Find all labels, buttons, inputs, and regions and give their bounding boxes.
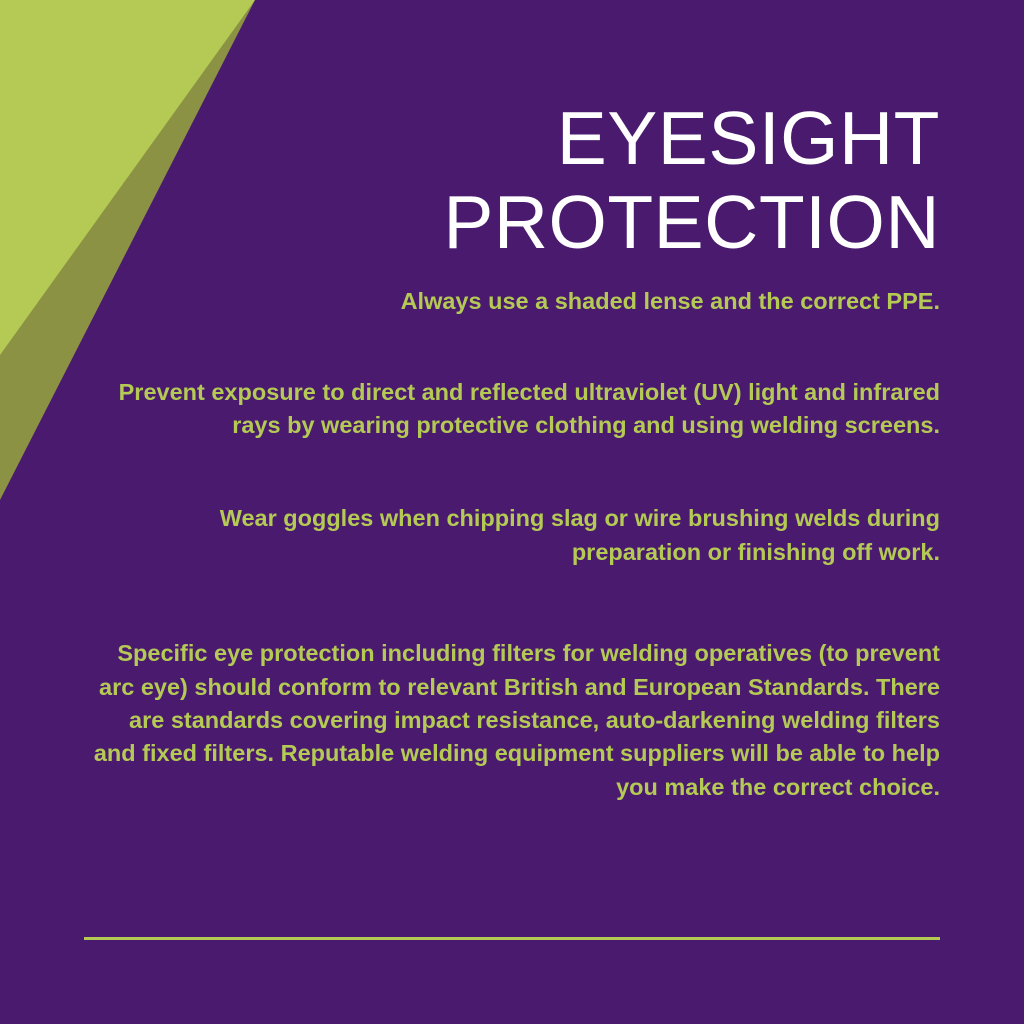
body-paragraph-2: Wear goggles when chipping slag or wire brushing welds during preparation or finishing off work. [219,505,940,565]
title-line-1: EYESIGHT [556,96,940,180]
title-line-2: PROTECTION [443,180,940,264]
bottom-divider [84,937,940,940]
page-title [84,96,940,264]
body-paragraph-1: Prevent exposure to direct and reflected ultraviolet (UV) light and infrared rays by wearing protective clothing and using welding screens. [118,378,940,439]
subheading: Always use a shaded lense and the correct PPE. [400,288,940,314]
body-paragraph-3: Specific eye protection including filters for welding operatives (to prevent arc eye) should conform to relevant British and European Standards. There are standards covering impact resistance, auto-darkening welding filters and fixed filters. Reputable welding equipment suppliers will be able to help you make the correct choice. [93,640,940,800]
